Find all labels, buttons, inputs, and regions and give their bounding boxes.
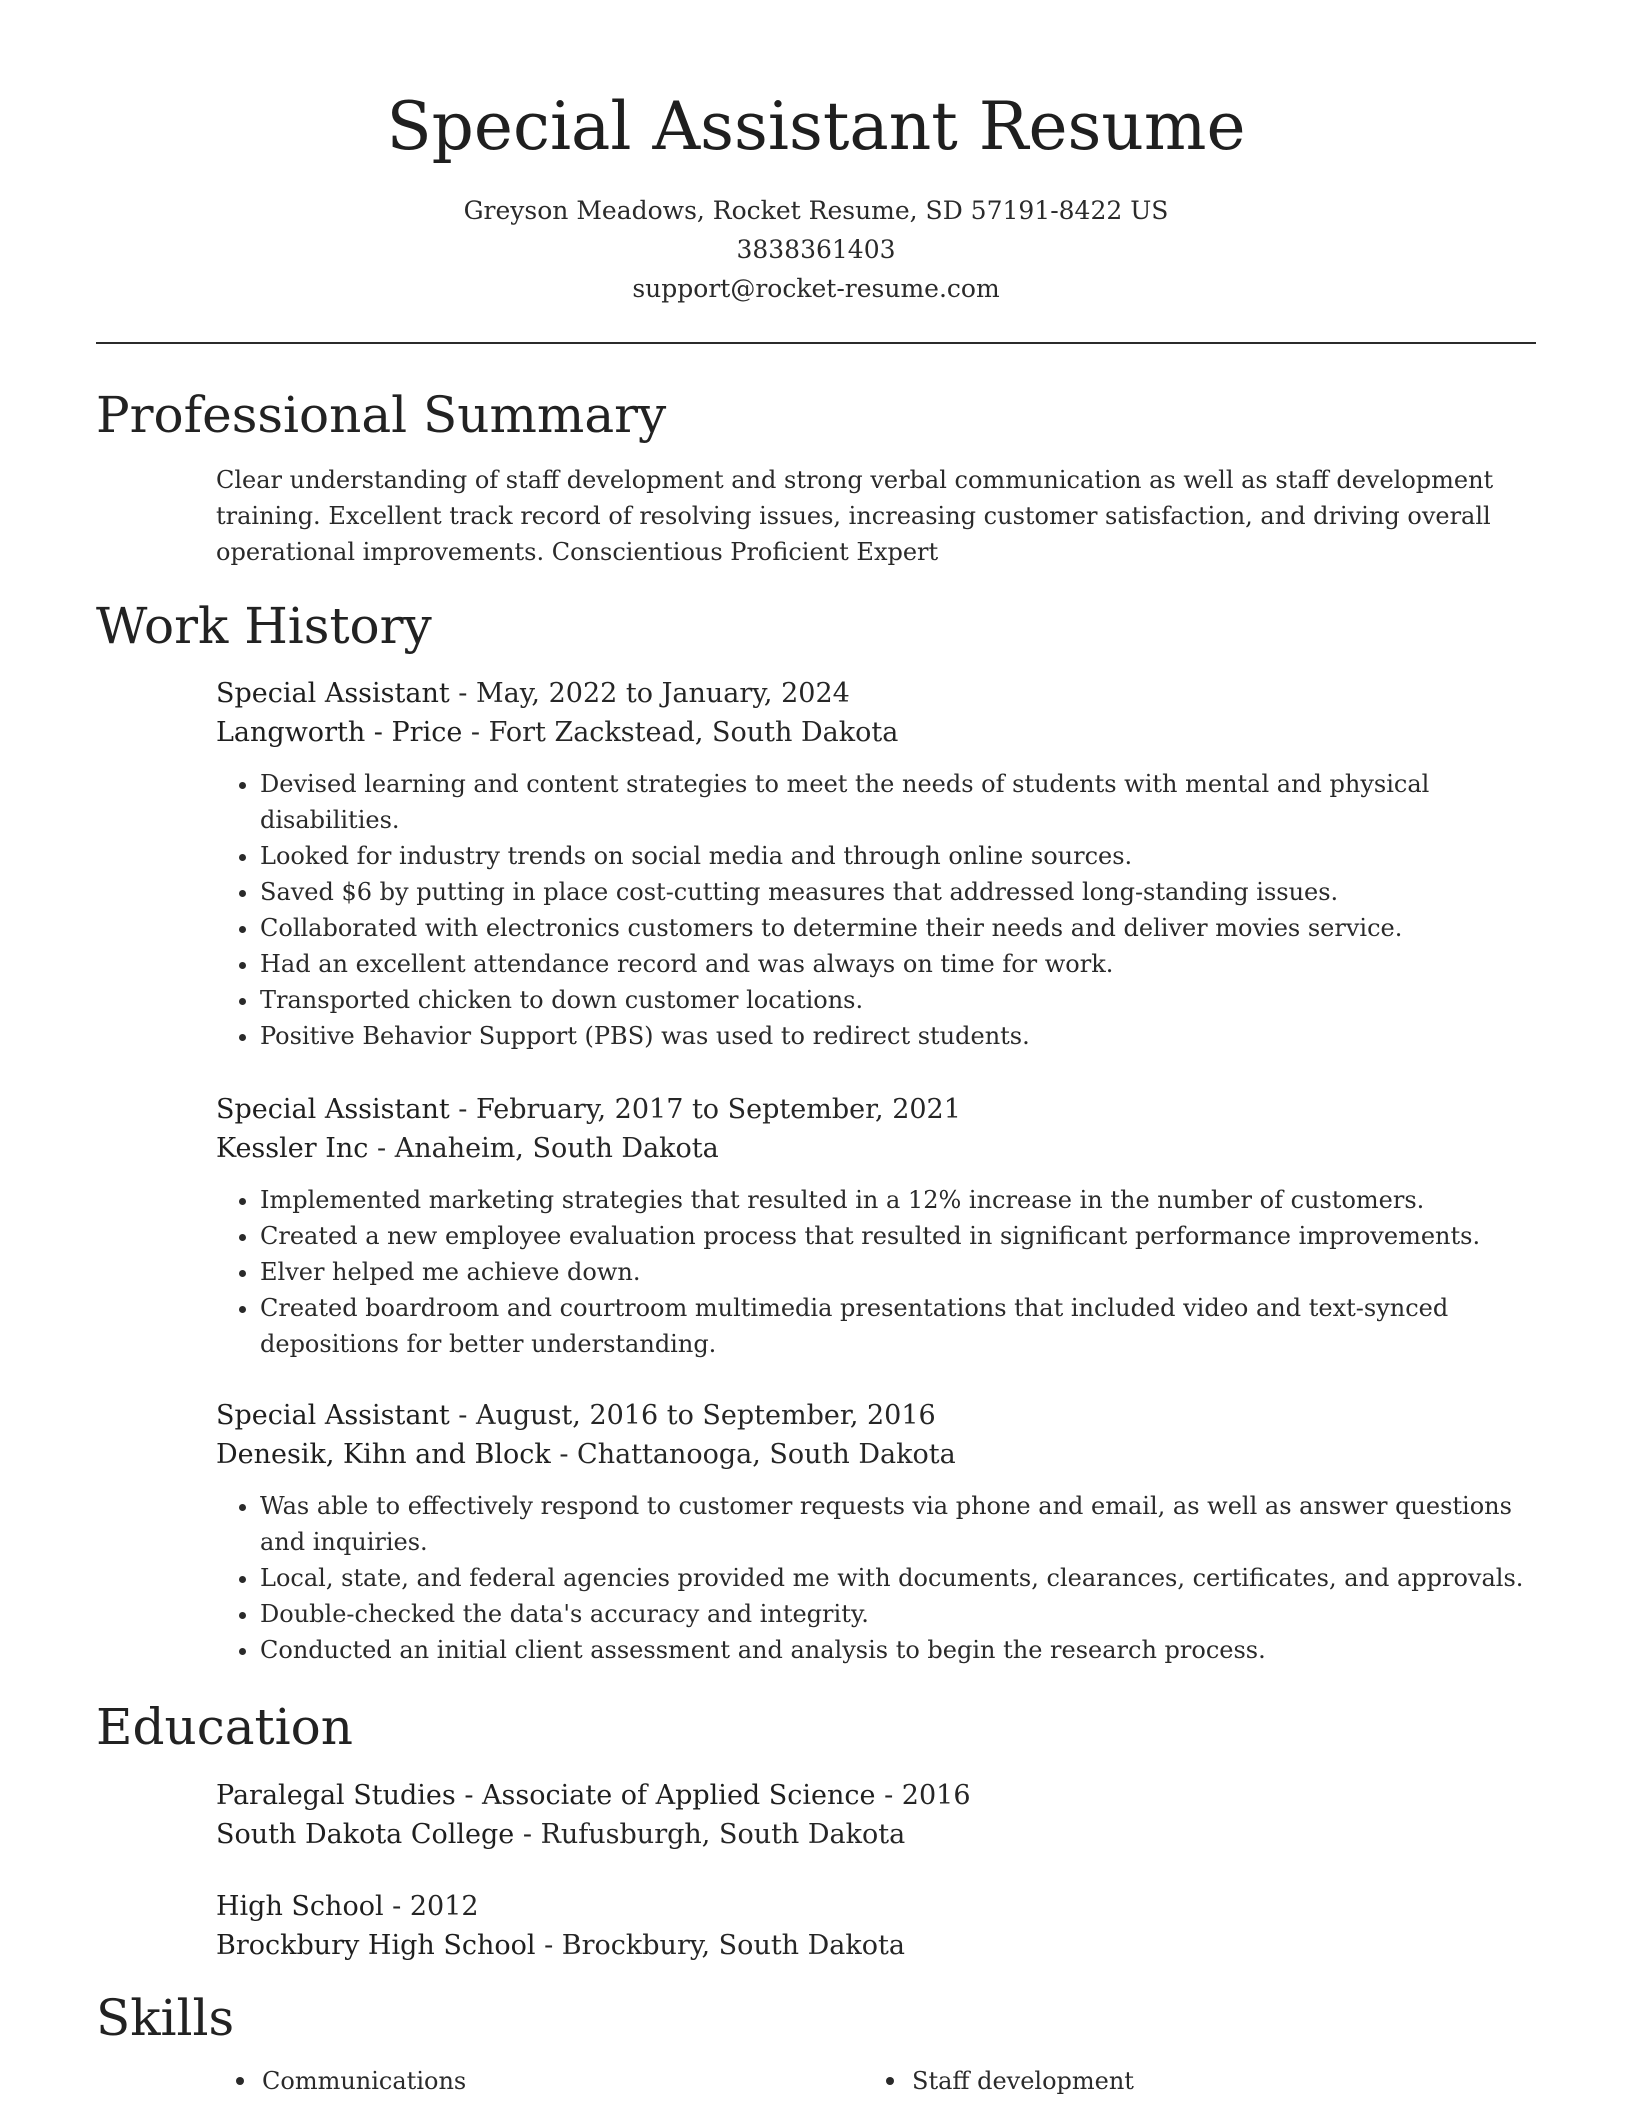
job-bullets bbox=[216, 1488, 1526, 1668]
job-bullet: • Positive Behavior Support (PBS) was used to redirect students. bbox=[260, 1018, 1526, 1054]
job-title-line bbox=[216, 674, 1526, 713]
job-location: - Fort Zackstead, South Dakota bbox=[462, 717, 899, 748]
education-program-line bbox=[216, 1776, 1526, 1815]
bullet-dot-icon bbox=[886, 2077, 894, 2085]
education-entry bbox=[216, 1887, 1526, 1965]
job-bullet: • Saved $6 by putting in place cost-cutting measures that addressed long-standing issues. bbox=[260, 874, 1526, 910]
education-heading: Education bbox=[96, 1698, 353, 1756]
education-school: South Dakota College bbox=[216, 1819, 515, 1850]
job-bullet: • Looked for industry trends on social media and through online sources. bbox=[260, 838, 1526, 874]
contact-block bbox=[0, 191, 1632, 308]
job-bullet: • Elver helped me achieve down. bbox=[260, 1254, 1526, 1290]
skills-heading: Skills bbox=[96, 1989, 235, 2047]
job-bullet: • Created boardroom and courtroom multimedia presentations that included video and text-synced depositions for better understanding. bbox=[260, 1290, 1526, 1362]
job-dates: - February, 2017 to September, 2021 bbox=[449, 1094, 961, 1125]
job-bullet: • Double-checked the data's accuracy and integrity. bbox=[260, 1596, 1526, 1632]
job-title-line bbox=[216, 1090, 1526, 1129]
job-company: Denesik, Kihn and Block bbox=[216, 1439, 551, 1470]
job-company-line bbox=[216, 1435, 1526, 1474]
job-entry bbox=[216, 1090, 1526, 1362]
job-company: Langworth - Price bbox=[216, 717, 463, 748]
skill-label: Communications bbox=[262, 2067, 467, 2095]
education-program: High School bbox=[216, 1891, 384, 1922]
work-history-heading: Work History bbox=[96, 597, 432, 655]
job-company-line bbox=[216, 1129, 1526, 1168]
job-company: Kessler Inc bbox=[216, 1133, 369, 1164]
job-entry bbox=[216, 1396, 1526, 1668]
resume-title: Special Assistant Resume bbox=[386, 88, 1246, 165]
skill-item bbox=[236, 2063, 466, 2099]
job-location: - Anaheim, South Dakota bbox=[368, 1133, 719, 1164]
job-title-line bbox=[216, 1396, 1526, 1435]
education-entry bbox=[216, 1776, 1526, 1854]
bullet-dot-icon bbox=[236, 2077, 244, 2085]
job-bullets bbox=[216, 1182, 1526, 1362]
education-school: Brockbury High School bbox=[216, 1930, 536, 1961]
job-title: Special Assistant bbox=[216, 678, 450, 709]
job-bullet: • Had an excellent attendance record and was always on time for work. bbox=[260, 946, 1526, 982]
job-location: - Chattanooga, South Dakota bbox=[550, 1439, 956, 1470]
job-title: Special Assistant bbox=[216, 1094, 450, 1125]
job-bullet: • Implemented marketing strategies that resulted in a 12% increase in the number of customers. bbox=[260, 1182, 1526, 1218]
education-school-line bbox=[216, 1815, 1526, 1854]
job-bullet: • Transported chicken to down customer locations. bbox=[260, 982, 1526, 1018]
contact-phone: 3838361403 bbox=[736, 235, 896, 264]
education-year: - 2016 bbox=[875, 1780, 971, 1811]
header-divider bbox=[96, 342, 1536, 344]
job-bullet: • Was able to effectively respond to customer requests via phone and email, as well as answer questions and inquiries. bbox=[260, 1488, 1526, 1560]
summary-heading: Professional Summary bbox=[96, 386, 667, 444]
education-year: - 2012 bbox=[383, 1891, 479, 1922]
education-program: Paralegal Studies - Associate of Applied Science bbox=[216, 1780, 876, 1811]
job-bullet: • Devised learning and content strategies to meet the needs of students with mental and physical disabilities. bbox=[260, 766, 1526, 838]
job-bullet: • Created a new employee evaluation process that resulted in significant performance improvements. bbox=[260, 1218, 1526, 1254]
education-location: - Brockbury, South Dakota bbox=[535, 1930, 905, 1961]
contact-email: support@rocket-resume.com bbox=[632, 274, 1000, 303]
skill-label: Staff development bbox=[912, 2067, 1134, 2095]
job-entry bbox=[216, 674, 1526, 1054]
job-dates: - May, 2022 to January, 2024 bbox=[449, 678, 850, 709]
job-title: Special Assistant bbox=[216, 1400, 450, 1431]
education-school-line bbox=[216, 1926, 1526, 1965]
summary-text: Clear understanding of staff development and strong verbal communication as well as staff development training. Excellent track record of resolving issues, increasing customer satisfaction, and driving overall operational improvements. Conscientious Proficient Expert bbox=[216, 466, 1494, 566]
contact-address: Greyson Meadows, Rocket Resume, SD 57191-8422 US bbox=[463, 196, 1169, 225]
education-location: - Rufusburgh, South Dakota bbox=[514, 1819, 906, 1850]
education-program-line bbox=[216, 1887, 1526, 1926]
job-bullet: • Local, state, and federal agencies provided me with documents, clearances, certificates, and approvals. bbox=[260, 1560, 1526, 1596]
skill-item bbox=[886, 2063, 1134, 2099]
job-bullet: • Collaborated with electronics customers to determine their needs and deliver movies service. bbox=[260, 910, 1526, 946]
job-bullet: • Conducted an initial client assessment and analysis to begin the research process. bbox=[260, 1632, 1526, 1668]
job-company-line bbox=[216, 713, 1526, 752]
job-dates: - August, 2016 to September, 2016 bbox=[449, 1400, 936, 1431]
job-bullets bbox=[216, 766, 1526, 1054]
